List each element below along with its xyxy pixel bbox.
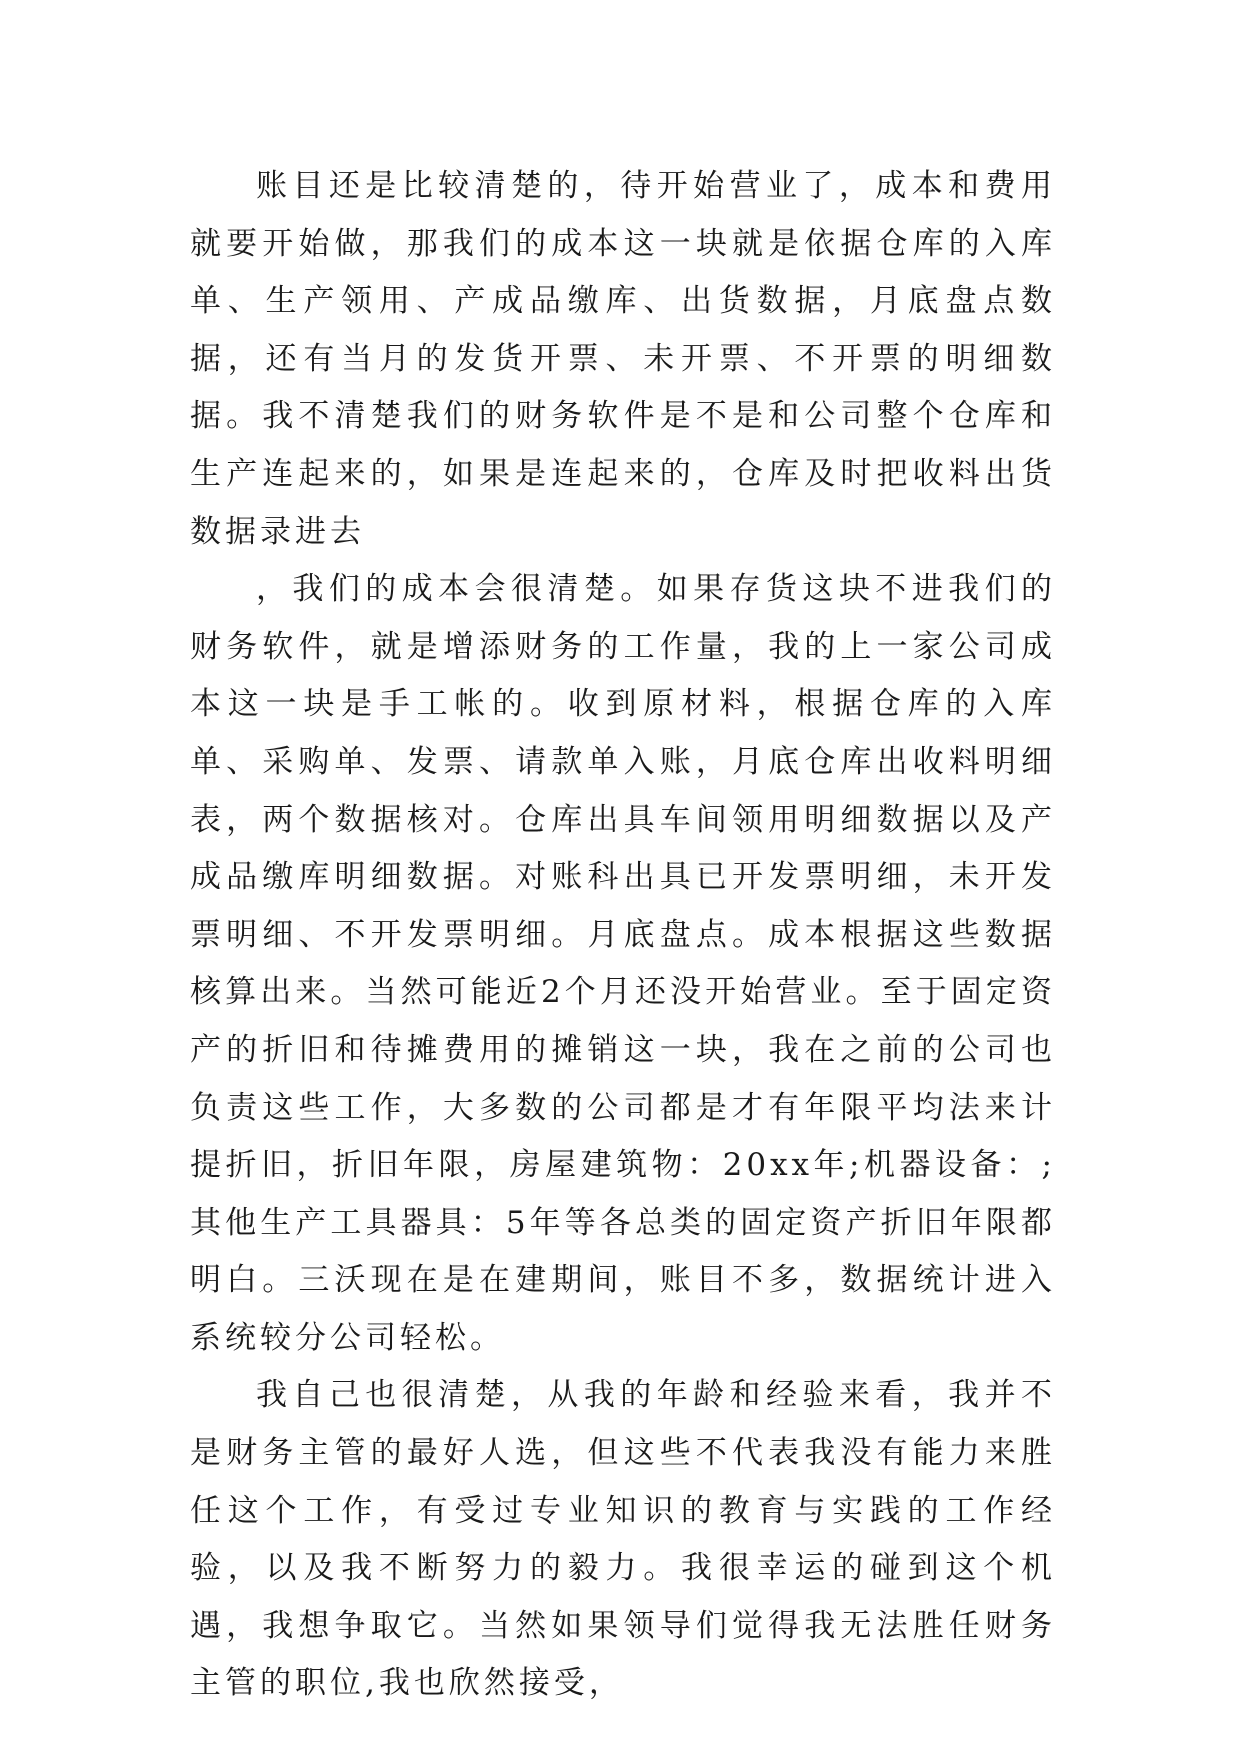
paragraph-3: 我自己也很清楚，从我的年龄和经验来看，我并不是财务主管的最好人选，但这些不代表我没有能力来胜任这个工作，有受过专业知识的教育与实践的工作经验，以及我不断努力的毅力。我很幸运的碰到这个机遇，我想争取它。当然如果领导们觉得我无法胜任财务主管的职位,我也欣然接受，	[190, 1377, 1056, 1702]
paragraph-1: 账目还是比较清楚的，待开始营业了，成本和费用就要开始做，那我们的成本这一块就是依据仓库的入库单、生产领用、产成品缴库、出货数据，月底盘点数据，还有当月的发货开票、未开票、不开票的明细数据。我不清楚我们的财务软件是不是和公司整个仓库和生产连起来的，如果是连起来的，仓库及时把收料出货数据录进去	[190, 168, 1056, 550]
document-body	[190, 158, 1056, 1713]
paragraph-2: ，我们的成本会很清楚。如果存货这块不进我们的财务软件，就是增添财务的工作量，我的上一家公司成本这一块是手工帐的。收到原材料，根据仓库的入库单、采购单、发票、请款单入账，月底仓库出收料明细表，两个数据核对。仓库出具车间领用明细数据以及产成品缴库明细数据。对账科出具已开发票明细，未开发票明细、不开发票明细。月底盘点。成本根据这些数据核算出来。当然可能近2个月还没开始营业。至于固定资产的折旧和待摊费用的摊销这一块，我在之前的公司也负责这些工作，大多数的公司都是才有年限平均法来计提折旧，折旧年限，房屋建筑物：20xx年;机器设备：;其他生产工具器具：5年等各总类的固定资产折旧年限都明白。三沃现在是在建期间，账目不多，数据统计进入系统较分公司轻松。	[190, 571, 1056, 1356]
